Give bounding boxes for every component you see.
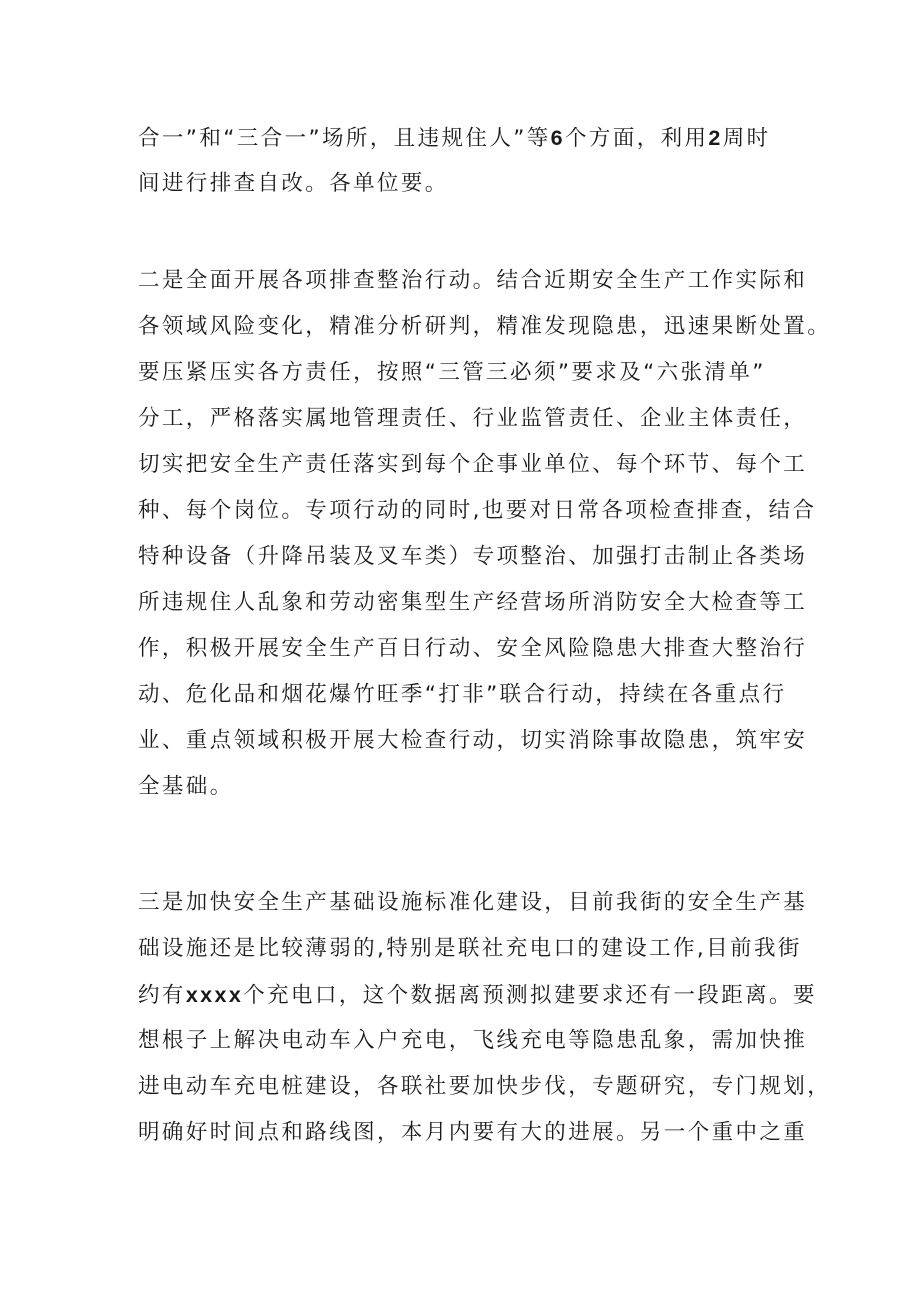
paragraph-2-line-7: 特种设备（升降吊装及叉车类）专项整治、加强打击制止各类场 xyxy=(138,544,808,569)
paragraph-3 xyxy=(138,880,832,1156)
paragraph-1 xyxy=(138,115,798,207)
paragraph-3-line-3: 约有xxxx个充电口，这个数据离预测拟建要求还有一段距离。要 xyxy=(138,983,817,1008)
paragraph-3-line-2: 础设施还是比较薄弱的,特别是联社充电口的建设工作,目前我街 xyxy=(138,936,802,961)
paragraph-2-line-9: 作，积极开展安全生产百日行动、安全风险隐患大排查大整治行 xyxy=(138,636,808,661)
paragraph-2-line-1: 二是全面开展各项排查整治行动。结合近期安全生产工作实际和 xyxy=(138,268,808,293)
paragraph-1-line-2: 间进行排查自改。各单位要。 xyxy=(138,171,449,196)
paragraph-2-line-2: 各领域风险变化，精准分析研判，精准发现隐患，迅速果断处置。 xyxy=(138,314,832,339)
paragraph-2-line-3: 要压紧压实各方责任，按照“三管三必须”要求及“六张清单” xyxy=(138,360,766,385)
paragraph-2-line-12: 全基础。 xyxy=(138,774,234,799)
paragraph-2-line-6: 种、每个岗位。专项行动的同时,也要对日常各项检查排查，结合 xyxy=(138,498,817,523)
paragraph-2 xyxy=(138,258,832,810)
paragraph-3-line-6: 明确好时间点和路线图，本月内要有大的进展。另一个重中之重 xyxy=(138,1120,808,1145)
paragraph-2-line-5: 切实把安全生产责任落实到每个企事业单位、每个环节、每个工 xyxy=(138,452,808,477)
inline-latin-run: 6 xyxy=(550,126,566,150)
paragraph-2-line-8: 所违规住人乱象和劳动密集型生产经营场所消防安全大检查等工 xyxy=(138,590,808,615)
inline-latin-run: xxxx xyxy=(185,983,244,1007)
paragraph-2-line-10: 动、危化品和烟花爆竹旺季“打非”联合行动，持续在各重点行 xyxy=(138,682,787,707)
paragraph-2-line-4: 分工，严格落实属地管理责任、行业监管责任、企业主体责任， xyxy=(138,406,808,431)
paragraph-2-line-11: 业、重点领域积极开展大检查行动，切实消除事故隐患，筑牢安 xyxy=(138,728,808,753)
paragraph-3-line-1: 三是加快安全生产基础设施标准化建设，目前我街的安全生产基 xyxy=(138,890,808,915)
inline-latin-run: 2 xyxy=(708,126,723,150)
paragraph-3-line-5: 进电动车充电桩建设，各联社要加快步伐，专题研究，专门规划， xyxy=(138,1074,832,1099)
paragraph-1-line-1: 合一”和“三合一”场所，且违规住人”等6个方面，利用2周时 xyxy=(138,126,771,151)
paragraph-3-line-4: 想根子上解决电动车入户充电，飞线充电等隐患乱象，需加快推 xyxy=(138,1028,808,1053)
